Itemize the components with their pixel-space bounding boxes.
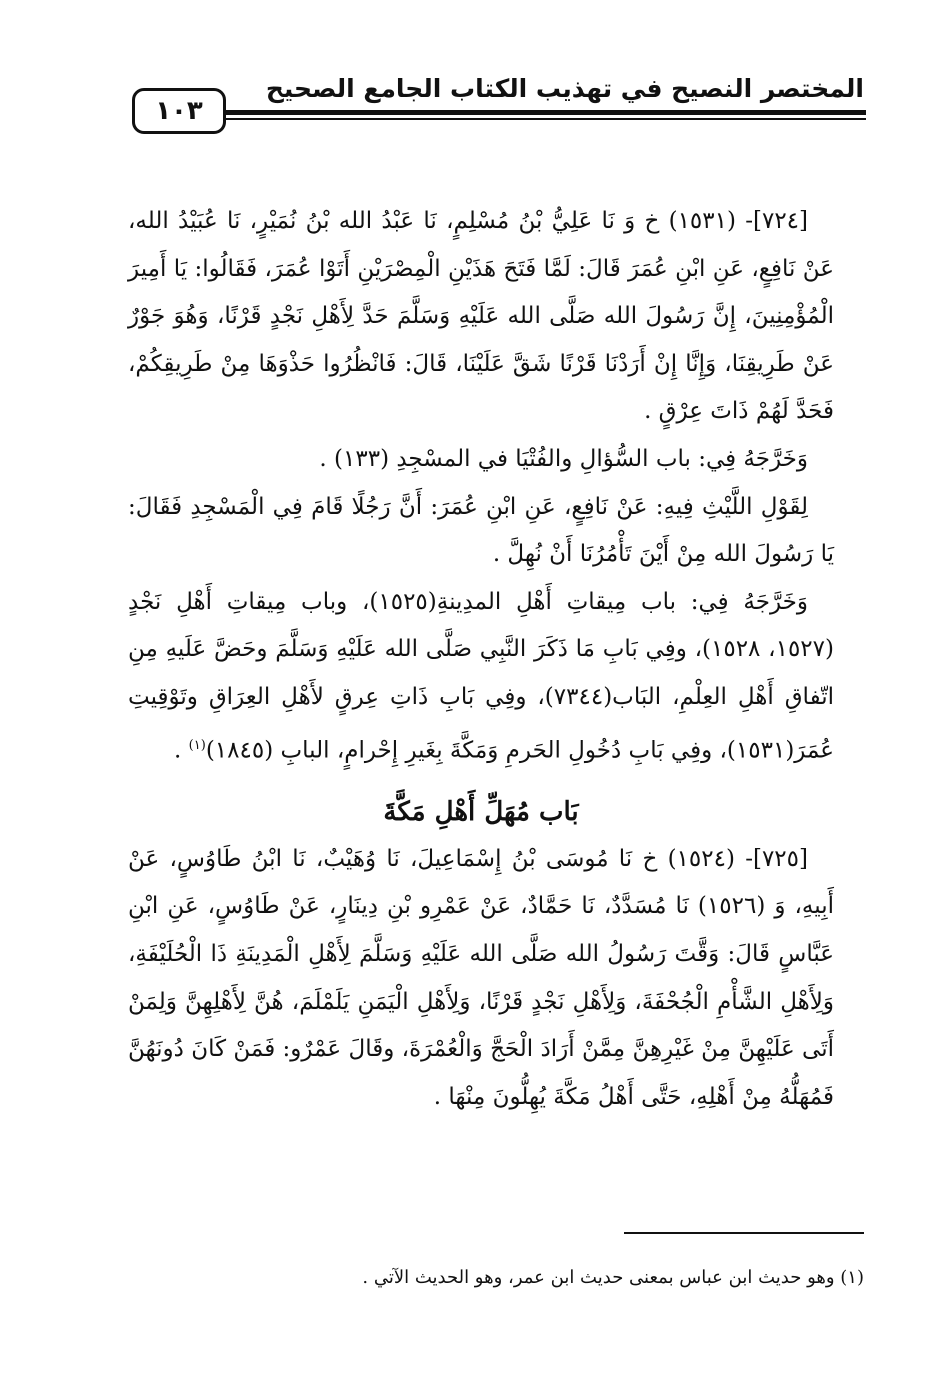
header-rule-thick bbox=[226, 110, 866, 115]
footnote-separator bbox=[624, 1232, 864, 1234]
section-heading: بَاب مُهَلِّ أَهْلِ مَكَّةَ bbox=[383, 796, 579, 827]
hadith-725: [٧٢٥]- (١٥٢٤) خ نَا مُوسَى بْنُ إِسْمَاعِيلَ، نَا وُهَيْبٌ، نَا ابْنُ طَاوُسٍ، عَنْ أَبِيهِ، وَ (١٥٢٦) نَا مُسَدَّدٌ، نَا حَمَّادٌ، عَنْ عَمْرِو بْنِ دِينَارٍ، عَنْ طَاوُسٍ، عَنِ ابْنِ عَبَّاسٍ قَالَ: وَقَّتَ رَسُولُ الله صَلَّى الله عَلَيْهِ وَسَلَّمَ لِأَهْلِ الْمَدِينَةِ ذَا الْحُلَيْفَةِ، وَلِأَهْلِ الشَّأْمِ الْجُحْفَةَ، وَلِأَهْلِ نَجْدٍ قَرْنًا، وَلِأَهْلِ الْيَمَنِ يَلَمْلَمَ، هُنَّ لِأَهْلِهِنَّ وَلِمَنْ أَتَى عَلَيْهِنَّ مِنْ غَيْرِهِنَّ مِمَّنْ أَرَادَ الْحَجَّ وَالْعُمْرَةَ، وقَالَ عَمْرٌو: فَمَنْ كَانَ دُونَهُنَّ فَمُهَلُّهُ مِنْ أَهْلِهِ، حَتَّى أَهْلُ مَكَّةَ يُهِلُّونَ مِنْهَا . bbox=[128, 845, 834, 1110]
footnote: (١) وهو حديث ابن عباس بمعنى حديث ابن عمر، وهو الحديث الآتي . bbox=[362, 1267, 864, 1288]
running-header-title: المختصر النصيح في تهذيب الكتاب الجامع الصحيح bbox=[265, 74, 864, 103]
header-rule-thin bbox=[226, 118, 866, 120]
main-text bbox=[128, 198, 834, 1121]
page-number-box bbox=[132, 88, 226, 134]
takhrij-paragraph-2 bbox=[128, 579, 834, 775]
takhrij-paragraph-2-end: . bbox=[174, 737, 189, 764]
takhrij-paragraph-2-text: وَخَرَّجَهُ فِي: باب مِيقاتِ أَهْلِ المدِينةِ(١٥٢٥)، وباب مِيقاتِ أَهْلِ نَجْدٍ (١٥٢٧، ١٥٢٨)، وفِي بَابِ مَا ذَكَرَ النَّبِي صَلَّى الله عَلَيْهِ وَسَلَّمَ وحَضَّ عَلَيهِ مِنِ اتّفاقِ أَهْلِ العِلْمِ، البَاب(٧٣٤٤)، وفِي بَابِ ذَاتِ عِرقٍ لأَهْلِ العِرَاقِ وتَوْقِيتِ عُمَرَ(١٥٣١)، وفِي بَابِ دُخُولِ الحَرمِ وَمَكَّةَ بِغَيرِ إِحْرامٍ، البابِ (١٨٤٥) bbox=[128, 588, 834, 764]
takhrij-paragraph-1: وَخَرَّجَهُ فِي: باب السُّؤالِ والفُتْيَا في المسْجِدِ (١٣٣) . bbox=[319, 445, 808, 472]
laith-narration: لِقَوْلِ اللَّيْثِ فِيهِ: عَنْ نَافِعٍ، عَنِ ابْنِ عُمَرَ: أَنَّ رَجُلًا قَامَ فِي الْمَسْجِدِ فَقَالَ: يَا رَسُولَ الله مِنْ أَيْنَ تَأْمُرُنَا أَنْ نُهِلَّ . bbox=[128, 493, 834, 568]
footnote-reference[interactable]: (١) bbox=[188, 737, 206, 753]
hadith-724: [٧٢٤]- (١٥٣١) خ وَ نَا عَلِيُّ بْنُ مُسْلِمٍ، نَا عَبْدُ الله بْنُ نُمَيْرٍ، نَا عُبَيْدُ الله، عَنْ نَافِعٍ، عَنِ ابْنِ عُمَرَ قَالَ: لَمَّا فَتَحَ هَذَيْنِ الْمِصْرَيْنِ أَتَوْا عُمَرَ، فَقَالُوا: يَا أَمِيرَ الْمُؤْمِنِينَ، إِنَّ رَسُولَ الله صَلَّى الله عَلَيْهِ وَسَلَّمَ حَدَّ لِأَهْلِ نَجْدٍ قَرْنًا، وَهُوَ جَوْرٌ عَنْ طَرِيقِنَا، وَإِنَّا إِنْ أَرَدْنَا قَرْنًا شَقَّ عَلَيْنَا، قَالَ: فَانْظُرُوا حَذْوَهَا مِنْ طَرِيقِكُمْ، فَحَدَّ لَهُمْ ذَاتَ عِرْقٍ . bbox=[128, 208, 834, 425]
page-number: ١٠٣ bbox=[155, 96, 203, 126]
